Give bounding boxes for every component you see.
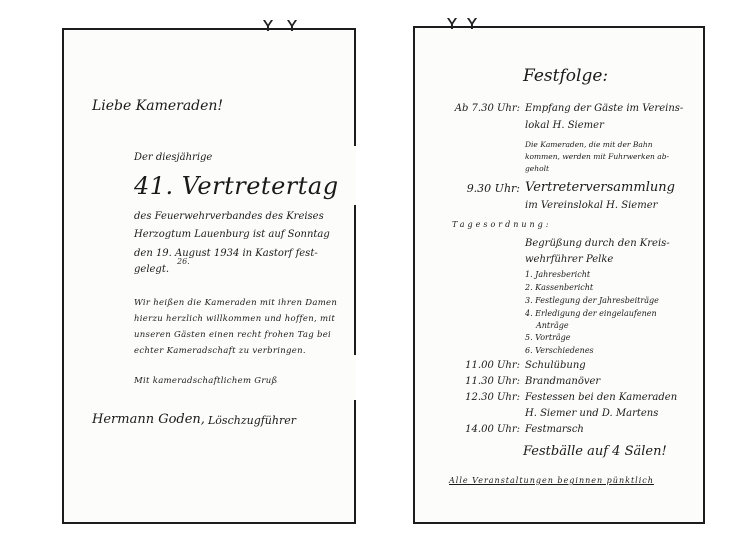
body-line: Herzogtum Lauenburg ist auf Sonntag — [134, 229, 330, 240]
schedule-note: kommen, werden mit Fuhrwerken ab- — [525, 152, 670, 161]
schedule-time: 11.00 Uhr: — [465, 360, 520, 371]
agenda-item: 3. Festlegung der Jahresbeiträge — [525, 296, 659, 305]
welcome-line: Wir heißen die Kameraden mit ihren Damen — [134, 298, 338, 308]
welcome-line: echter Kameradschaft zu verbringen. — [134, 346, 306, 356]
greeting: Mit kameradschaftlichem Gruß — [134, 376, 278, 386]
agenda-item: 6. Verschiedenes — [525, 346, 594, 355]
schedule-time: 11.30 Uhr: — [465, 376, 520, 387]
schedule-text: Empfang der Gäste im Vereins- — [525, 103, 684, 114]
body-line: den 19. August 1934 in Kastorf fest- — [134, 248, 318, 259]
schedule-time: 9.30 Uhr: — [466, 182, 520, 195]
agenda-label: Tagesordnung: — [452, 220, 552, 229]
agenda-item: Anträge — [536, 321, 569, 330]
binder-ring-icon: ʏ — [446, 10, 459, 34]
binder-ring-icon: ʏ — [466, 10, 479, 34]
agenda-item: 2. Kassenbericht — [525, 283, 594, 292]
left-page-edge-bottom — [354, 400, 356, 524]
intro-text: Der diesjährige — [134, 152, 213, 163]
binder-ring-icon: ʏ — [286, 12, 299, 36]
schedule-text: Festmarsch — [525, 424, 584, 435]
headline: 41. Vertretertag — [134, 172, 339, 200]
agenda-item: 1. Jahresbericht — [525, 270, 591, 279]
schedule-text: im Vereinslokal H. Siemer — [525, 200, 658, 211]
schedule-text: Brandmanöver — [525, 376, 601, 387]
signature-name: Hermann Goden, — [92, 412, 205, 427]
finale: Festbälle auf 4 Sälen! — [523, 444, 667, 459]
agenda-intro: wehrführer Pelke — [525, 254, 614, 265]
schedule-time: Ab 7.30 Uhr: — [454, 103, 520, 114]
left-page-edge-middle — [354, 205, 356, 355]
welcome-line: hierzu herzlich willkommen und hoffen, mit — [134, 314, 336, 324]
footer-note: Alle Veranstaltungen beginnen pünktlich — [449, 476, 654, 485]
body-line: des Feuerwehrverbandes des Kreises — [134, 211, 324, 222]
handwritten-correction: 26. — [177, 257, 190, 266]
left-page-edge-top — [354, 28, 356, 146]
schedule-time: 14.00 Uhr: — [465, 424, 520, 435]
welcome-line: unseren Gästen einen recht frohen Tag bei — [134, 330, 332, 340]
binder-ring-icon: ʏ — [262, 12, 275, 36]
agenda-intro: Begrüßung durch den Kreis- — [525, 238, 670, 249]
schedule-text: Vertreterversammlung — [525, 180, 675, 195]
salutation: Liebe Kameraden! — [92, 98, 224, 114]
schedule-note: Die Kameraden, die mit der Bahn — [525, 140, 653, 149]
schedule-text: lokal H. Siemer — [525, 120, 604, 131]
schedule-time: 12.30 Uhr: — [465, 392, 520, 403]
schedule-text: Festessen bei den Kameraden — [525, 392, 678, 403]
agenda-item: 5. Vorträge — [525, 333, 571, 342]
schedule-note: geholt — [525, 164, 549, 173]
body-line: gelegt. — [134, 264, 170, 275]
schedule-text: H. Siemer und D. Martens — [525, 408, 659, 419]
program-title: Festfolge: — [523, 66, 609, 86]
agenda-item: 4. Erledigung der eingelaufenen — [525, 309, 657, 318]
signature-title: Löschzugführer — [208, 414, 297, 427]
schedule-text: Schulübung — [525, 360, 586, 371]
